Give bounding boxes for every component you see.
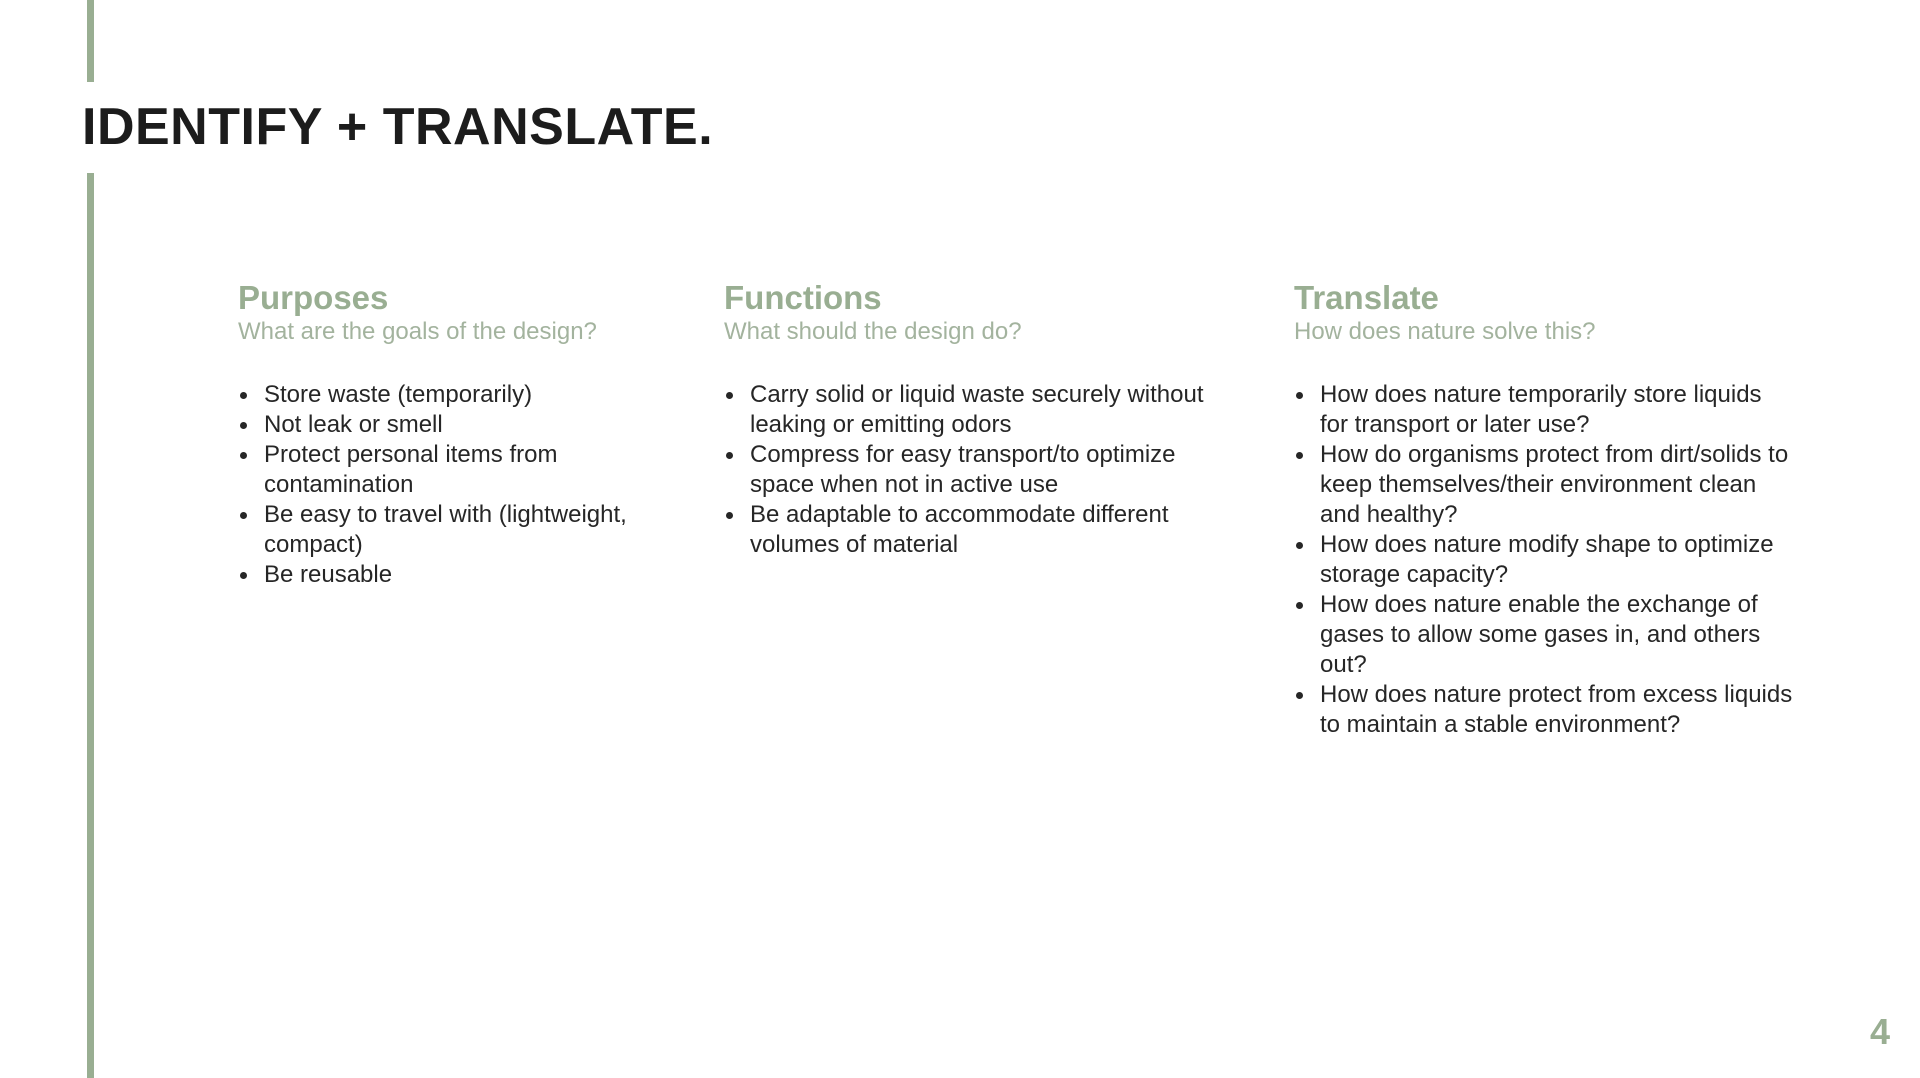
bullet-icon — [1296, 392, 1303, 399]
bullet-icon — [726, 512, 733, 519]
column-subheading: What should the design do? — [724, 318, 1022, 345]
bullet-icon — [240, 512, 247, 519]
list-item — [238, 440, 678, 500]
column-heading: Functions — [724, 279, 882, 316]
list-item — [1294, 380, 1794, 440]
purposes-column — [238, 278, 678, 590]
list-item — [238, 560, 678, 590]
bullet-icon — [240, 422, 247, 429]
list-item-text: How does nature protect from excess liquids to maintain a stable environment? — [1320, 681, 1793, 738]
list-item-text: Be easy to travel with (lightweight, compact) — [264, 501, 627, 558]
accent-bar-main — [87, 173, 94, 1078]
bullet-icon — [1296, 692, 1303, 699]
translate-column — [1294, 278, 1794, 740]
list-item — [724, 440, 1204, 500]
list-item — [1294, 530, 1794, 590]
list-item-text: Be adaptable to accommodate different volumes of material — [750, 501, 1169, 558]
bullet-icon — [1296, 602, 1303, 609]
list-item — [724, 500, 1204, 560]
functions-list — [724, 380, 1204, 560]
bullet-icon — [1296, 542, 1303, 549]
bullet-icon — [1296, 452, 1303, 459]
list-item — [724, 380, 1204, 440]
list-item-text: How does nature temporarily store liquids for transport or later use? — [1320, 381, 1762, 438]
bullet-icon — [240, 392, 247, 399]
bullet-icon — [240, 452, 247, 459]
accent-bar-top — [87, 0, 94, 82]
list-item — [238, 380, 678, 410]
list-item-text: Store waste (temporarily) — [264, 381, 533, 408]
list-item — [1294, 680, 1794, 740]
list-item — [238, 410, 678, 440]
list-item — [238, 500, 678, 560]
column-heading: Translate — [1294, 279, 1439, 316]
bullet-icon — [726, 452, 733, 459]
bullet-icon — [240, 572, 247, 579]
column-subheading: What are the goals of the design? — [238, 318, 597, 345]
bullet-icon — [726, 392, 733, 399]
slide-title: IDENTIFY + TRANSLATE. — [82, 98, 714, 156]
list-item — [1294, 590, 1794, 680]
list-item-text: Not leak or smell — [264, 411, 443, 438]
translate-list — [1294, 380, 1794, 740]
list-item-text: Compress for easy transport/to optimize space when not in active use — [750, 441, 1176, 498]
column-heading: Purposes — [238, 279, 389, 316]
list-item-text: How does nature modify shape to optimize storage capacity? — [1320, 531, 1774, 588]
functions-column — [724, 278, 1204, 560]
page-number: 4 — [1869, 1011, 1890, 1052]
list-item — [1294, 440, 1794, 530]
list-item-text: Be reusable — [264, 561, 393, 588]
column-subheading: How does nature solve this? — [1294, 318, 1596, 345]
list-item-text: Protect personal items from contamination — [264, 441, 558, 498]
list-item-text: How do organisms protect from dirt/solids to keep themselves/their environment clean and healthy? — [1320, 441, 1789, 528]
list-item-text: How does nature enable the exchange of gases to allow some gases in, and others out? — [1320, 591, 1761, 678]
list-item-text: Carry solid or liquid waste securely without leaking or emitting odors — [750, 381, 1204, 438]
purposes-list — [238, 380, 678, 590]
